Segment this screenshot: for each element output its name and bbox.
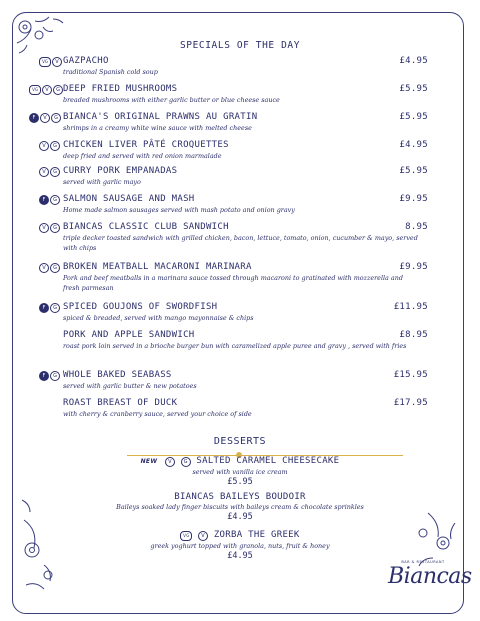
new-badge: NEW xyxy=(140,458,158,465)
menu-item-row xyxy=(33,398,428,409)
menu-item-description: served with garlic mayo xyxy=(63,178,141,186)
menu-item-row xyxy=(33,330,428,341)
gluten-free-icon: G xyxy=(50,371,60,381)
menu-item-description: breaded mushrooms with either garlic butter or blue cheese sauce xyxy=(63,96,280,104)
vegan-icon: VG xyxy=(29,85,41,95)
menu-title: SPECIALS OF THE DAY xyxy=(179,40,301,51)
menu-item-price: £5.95 xyxy=(399,112,428,122)
menu-item xyxy=(33,302,428,323)
fish-icon: F xyxy=(29,113,39,123)
menu-item-name: BIANCA'S ORIGINAL PRAWNS AU GRATIN xyxy=(63,112,258,122)
menu-item-description: shrimps in a creamy white wine sauce with melted cheese xyxy=(63,124,252,132)
desserts-title: DESSERTS xyxy=(213,436,267,447)
menu-item-price: £9.95 xyxy=(399,194,428,204)
menu-item xyxy=(33,194,428,215)
menu-item-row xyxy=(33,302,428,313)
menu-item-row xyxy=(33,140,428,151)
menu-item-description: with cherry & cranberry sauce, served your choice of side xyxy=(63,410,252,418)
menu-item-price: £9.95 xyxy=(399,262,428,272)
dessert-description: greek yoghurt topped with granola, nuts, fruit & honey xyxy=(150,542,330,550)
vegetarian-icon: V xyxy=(39,223,49,233)
menu-item-description: roast pork loin served in a brioche burger bun with caramelized apple puree and gravy , served with fries xyxy=(63,342,407,350)
menu-item-price: £11.95 xyxy=(393,302,428,312)
gluten-free-icon: G xyxy=(50,167,60,177)
menu-item-description: traditional Spanish cold soup xyxy=(63,68,158,76)
logo-wordmark: Biancas xyxy=(388,564,472,589)
vegetarian-icon: V xyxy=(42,85,52,95)
menu-item-name: BIANCAS CLASSIC CLUB SANDWICH xyxy=(63,222,229,232)
dessert-item xyxy=(0,530,480,562)
menu-item xyxy=(33,84,428,105)
menu-item-row xyxy=(33,112,428,123)
dessert-price: £5.95 xyxy=(227,477,253,487)
dessert-item xyxy=(0,456,480,488)
dessert-item xyxy=(0,492,480,523)
dietary-icons xyxy=(39,302,60,313)
menu-item-name: CURRY PORK EMPANADAS xyxy=(63,166,178,176)
biancas-logo xyxy=(388,560,472,589)
dessert-name: ZORBA THE GREEK xyxy=(213,530,300,540)
fish-icon: F xyxy=(39,195,49,205)
menu-item-name: DEEP FRIED MUSHROOMS xyxy=(63,84,178,94)
menu-item-row xyxy=(33,222,428,233)
dietary-icons xyxy=(39,262,60,273)
menu-item-row xyxy=(33,194,428,205)
gluten-free-icon: G xyxy=(50,141,60,151)
gluten-free-icon: G xyxy=(51,113,61,123)
gluten-free-icon: G xyxy=(50,263,60,273)
dessert-name: BIANCAS BAILEYS BOUDOIR xyxy=(174,492,306,502)
menu-item-row xyxy=(33,262,428,273)
vegetarian-icon: V xyxy=(40,113,50,123)
vegetarian-icon: V xyxy=(198,531,208,541)
logo-tagline: BAR & RESTAURANT xyxy=(401,560,445,564)
menu-item-description: deep fried and served with red onion marmalade xyxy=(63,152,222,160)
menu-item-name: PORK AND APPLE SANDWICH xyxy=(63,330,195,340)
menu-item-name: SALMON SAUSAGE AND MASH xyxy=(63,194,195,204)
menu-item-price: £15.95 xyxy=(393,370,428,380)
dietary-icons xyxy=(29,84,63,95)
menu-item xyxy=(33,140,428,161)
menu-item-price: £5.95 xyxy=(399,84,428,94)
menu-item xyxy=(33,56,428,77)
menu-item-row xyxy=(33,370,428,381)
menu-item-row xyxy=(33,166,428,177)
menu-item-description: triple decker toasted sandwich with grilled chicken, bacon, lettuce, tomato, onion, cucumber & mayo, served with chips xyxy=(63,234,418,252)
gluten-free-icon: G xyxy=(50,303,60,313)
menu-item xyxy=(33,166,428,187)
menu-item-name: CHICKEN LIVER PÂTÉ CROQUETTES xyxy=(63,140,229,150)
dietary-icons xyxy=(39,222,60,233)
dessert-description: served with vanilla ice cream xyxy=(192,468,288,476)
menu-item-name: BROKEN MEATBALL MACARONI MARINARA xyxy=(63,262,252,272)
menu-item xyxy=(33,262,428,293)
menu-item-name: GAZPACHO xyxy=(63,56,109,66)
menu-item-price: 8.95 xyxy=(405,222,428,232)
gluten-free-icon: G xyxy=(181,457,191,467)
vegan-icon: VG xyxy=(39,57,51,67)
menu-item-price: £4.95 xyxy=(399,56,428,66)
menu-item xyxy=(33,222,428,253)
menu-item-name: SPICED GOUJONS OF SWORDFISH xyxy=(63,302,218,312)
menu-item-price: £5.95 xyxy=(399,166,428,176)
vegetarian-icon: V xyxy=(39,263,49,273)
menu-item-description: Home made salmon sausages served with mash potato and onion gravy xyxy=(63,206,295,214)
dessert-price: £4.95 xyxy=(227,551,253,561)
menu-item-description: Pork and beef meatballs in a marinara sauce tossed through macaroni to gratinated with mozzerella and fresh parmesan xyxy=(63,274,403,292)
gluten-free-icon: G xyxy=(53,85,63,95)
dessert-price: £4.95 xyxy=(227,512,253,522)
menu-item xyxy=(33,398,428,419)
fish-icon: F xyxy=(39,303,49,313)
dietary-icons xyxy=(39,370,60,381)
vegetarian-icon: V xyxy=(52,57,62,67)
vegetarian-icon: V xyxy=(39,141,49,151)
vegan-icon: VG xyxy=(180,531,192,541)
menu-item-row xyxy=(33,84,428,95)
gluten-free-icon: G xyxy=(50,195,60,205)
dietary-icons xyxy=(39,166,60,177)
dietary-icons xyxy=(39,194,60,205)
dietary-icons xyxy=(39,56,62,67)
dietary-icons xyxy=(39,140,60,151)
fish-icon: F xyxy=(39,371,49,381)
menu-item-name: WHOLE BAKED SEABASS xyxy=(63,370,172,380)
dessert-name: SALTED CARAMEL CHEESECAKE xyxy=(196,456,340,466)
vegetarian-icon: V xyxy=(165,457,175,467)
gluten-free-icon: G xyxy=(50,223,60,233)
menu-item xyxy=(33,330,428,351)
menu-item-row xyxy=(33,56,428,67)
dietary-icons xyxy=(29,112,61,123)
dessert-name-row xyxy=(0,456,480,467)
menu-item-description: served with garlic butter & new potatoes xyxy=(63,382,197,390)
menu-item-description: spiced & breaded, served with mango mayonnaise & chips xyxy=(63,314,254,322)
vegetarian-icon: V xyxy=(39,167,49,177)
menu-item-price: £8.95 xyxy=(399,330,428,340)
menu-item-name: ROAST BREAST OF DUCK xyxy=(63,398,178,408)
menu-item-price: £4.95 xyxy=(399,140,428,150)
dessert-description: Baileys soaked lady finger biscuits with baileys cream & chocolate sprinkles xyxy=(116,503,364,511)
menu-item xyxy=(33,370,428,391)
menu-item-price: £17.95 xyxy=(393,398,428,408)
dessert-name-row xyxy=(0,530,480,541)
menu-item xyxy=(33,112,428,133)
